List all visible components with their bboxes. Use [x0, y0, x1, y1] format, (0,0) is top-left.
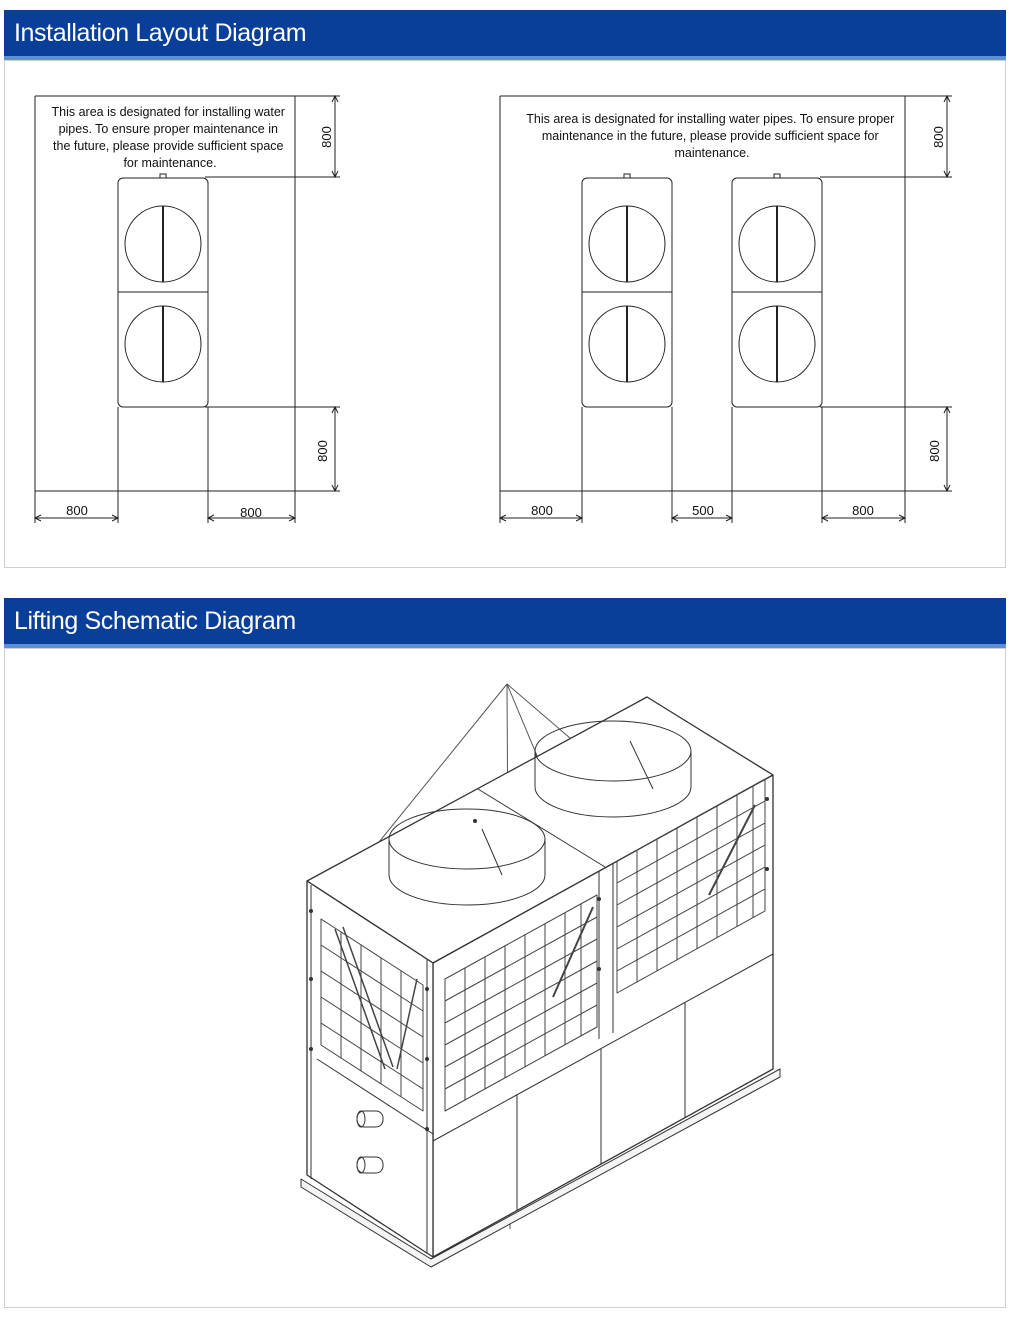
- left-note-line-1: This area is designated for installing water: [51, 105, 285, 119]
- lifting-section-title: Lifting Schematic Diagram: [14, 606, 296, 635]
- left-note-line-3: the future, please provide sufficient space: [53, 139, 284, 153]
- right-note-line-1: This area is designated for installing water pipes. To ensure proper: [526, 112, 895, 126]
- left-dim-bottom: 800: [315, 440, 330, 462]
- right-note-line-2: maintenance in the future, please provide sufficient space for: [541, 129, 879, 143]
- installation-layout-diagram: [5, 61, 1005, 567]
- right-maintenance-note: [526, 112, 898, 160]
- left-maintenance-note: [52, 105, 289, 170]
- lifting-schematic-diagram: [5, 649, 1005, 1307]
- left-dim-right: 800: [240, 505, 262, 520]
- lifting-section-header: [4, 598, 1006, 644]
- right-dim-right: 800: [852, 503, 874, 518]
- installation-section-title: Installation Layout Diagram: [14, 18, 307, 47]
- right-dim-top: 800: [931, 126, 946, 148]
- right-layout: [500, 96, 952, 523]
- left-note-line-2: pipes. To ensure proper maintenance in: [58, 122, 278, 136]
- right-dim-bottom: 800: [927, 440, 942, 462]
- lifting-schematic-panel: [4, 648, 1006, 1308]
- left-note-line-4: for maintenance.: [123, 156, 217, 170]
- right-note-line-3: maintenance.: [674, 146, 750, 160]
- left-dim-top: 800: [319, 126, 334, 148]
- left-dim-left: 800: [66, 503, 88, 518]
- right-dim-left: 800: [531, 503, 553, 518]
- installation-layout-panel: [4, 60, 1006, 568]
- installation-section-header: [4, 10, 1006, 56]
- right-dim-middle: 500: [692, 503, 714, 518]
